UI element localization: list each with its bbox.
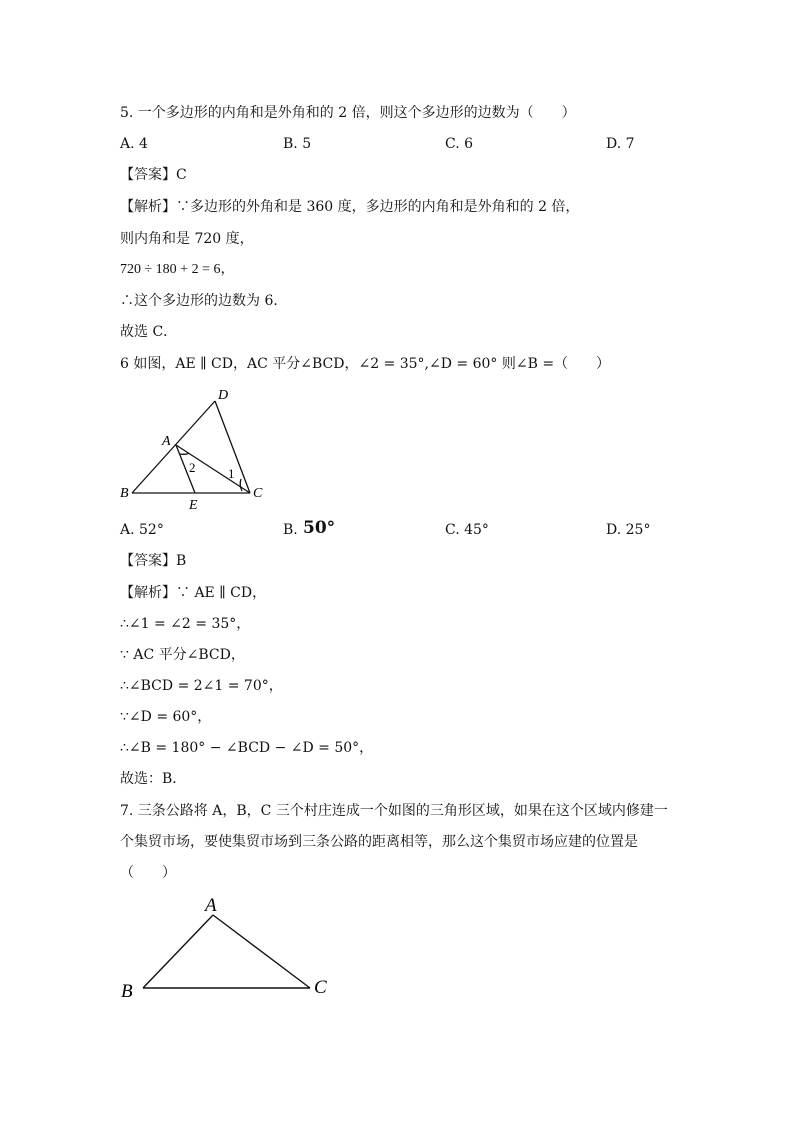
q6-option-d: D. 25°: [606, 522, 651, 538]
q6-stem: 6 如图，AE ∥ CD，AC 平分∠BCD，∠2 = 35°,∠D = 60° 则∠B =（ ）: [120, 356, 611, 372]
q5-analysis-3: 720 ÷ 180 + 2 = 6，: [120, 262, 235, 277]
label-a: A: [205, 895, 217, 916]
q6-analysis-4: ∴∠BCD = 2∠1 = 70°，: [120, 678, 283, 694]
label-angle-1: 1: [228, 466, 235, 481]
label-d: D: [218, 388, 229, 403]
q6-analysis-5: ∵∠D = 60°，: [120, 709, 212, 725]
q7-figure: [115, 893, 340, 1005]
q6-option-b-value: 50°: [303, 518, 336, 538]
q5-analysis-5: 故选 C．: [120, 324, 178, 340]
segment-ab: [143, 915, 213, 988]
segment-ac: [213, 915, 310, 988]
label-c: C: [253, 486, 263, 501]
segment-bd: [132, 401, 215, 493]
q6-analysis-6: ∴∠B = 180° − ∠BCD − ∠D = 50°，: [120, 740, 374, 756]
q5-option-b: B. 5: [283, 136, 312, 152]
q5-option-d: D. 7: [606, 136, 635, 152]
q6-analysis-7: 故选：B．: [120, 771, 187, 787]
q7-stem-1: 7. 三条公路将 A，B，C 三个村庄连成一个如图的三角形区域，如果在这个区域内修建一: [120, 803, 668, 819]
q5-option-c: C. 6: [445, 136, 474, 152]
q6-answer: 【答案】B: [120, 553, 187, 569]
q6-option-b-letter: B.: [283, 522, 298, 538]
q5-option-a: A. 4: [120, 136, 148, 152]
label-e: E: [189, 498, 198, 510]
q5-analysis-1: 【解析】∵多边形的外角和是 360 度，多边形的内角和是外角和的 2 倍，: [120, 199, 580, 215]
q7-stem-3: （ ）: [120, 865, 176, 881]
q6-analysis-1: 【解析】∵ AE ∥ CD，: [120, 585, 267, 601]
q5-analysis-2: 则内角和是 720 度，: [120, 231, 254, 247]
q7-stem-2: 个集贸市场，要使集贸市场到三条公路的距离相等，那么这个集贸市场应建的位置是: [120, 834, 638, 850]
label-b: B: [120, 486, 129, 501]
label-c: C: [314, 977, 327, 998]
q5-analysis-4: ∴这个多边形的边数为 6．: [120, 293, 288, 309]
q6-analysis-3: ∵ AC 平分∠BCD，: [120, 647, 245, 663]
label-a: A: [162, 434, 171, 449]
label-angle-2: 2: [189, 460, 196, 475]
label-b: B: [121, 981, 133, 1002]
angle-2-arc: [180, 453, 189, 454]
q5-stem: 5. 一个多边形的内角和是外角和的 2 倍，则这个多边形的边数为（ ）: [120, 105, 576, 121]
segment-ac: [176, 445, 250, 493]
angle-1-arc: [240, 479, 242, 491]
q5-answer: 【答案】C: [120, 167, 187, 183]
q6-option-c: C. 45°: [445, 522, 489, 538]
q6-analysis-2: ∴∠1 = ∠2 = 35°，: [120, 616, 251, 632]
q6-option-a: A. 52°: [120, 522, 164, 538]
q6-figure: [115, 385, 280, 510]
